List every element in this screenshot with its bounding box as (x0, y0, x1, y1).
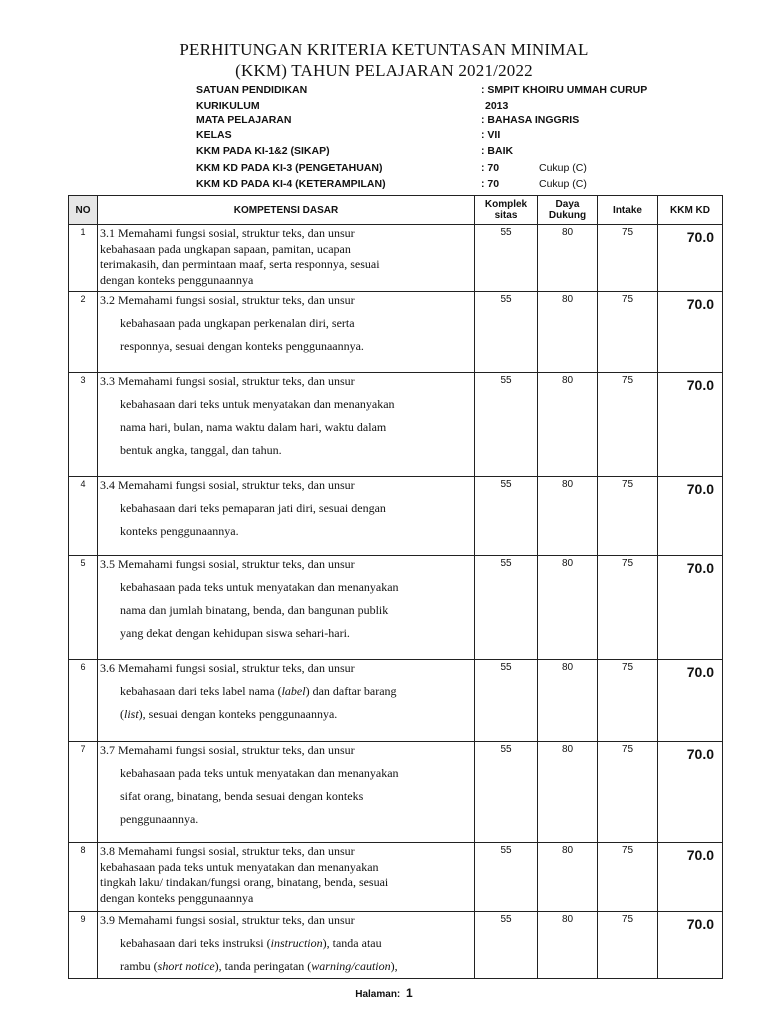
meta-sikap-label: KKM PADA KI-1&2 (SIKAP) (196, 144, 330, 157)
kompetensi-dasar-text (98, 225, 475, 292)
row-number: 8 (69, 843, 98, 912)
header-kompleksitas-line2: sitas (494, 210, 518, 221)
kd-text: ), (390, 959, 398, 973)
table-header-row (69, 196, 723, 225)
kd-line: bentuk angka, tanggal, dan tahun. (120, 443, 282, 457)
kd-italic-term: list (124, 707, 139, 721)
meta-kurikulum-value: 2013 (485, 99, 509, 112)
kd-line: konteks penggunaannya. (120, 524, 239, 538)
table-row (69, 556, 723, 660)
kd-text: kebahasaan dari teks label nama ( (120, 684, 282, 698)
meta-ki4-label: KKM KD PADA KI-4 (KETERAMPILAN) (196, 177, 386, 190)
kompleksitas-value: 55 (475, 660, 538, 742)
kkm-table (68, 195, 723, 979)
kd-line: 3.1 Memahami fungsi sosial, struktur teks, dan unsur (100, 226, 355, 240)
kkm-kd-value: 70.0 (658, 556, 723, 660)
meta-satuan-label: SATUAN PENDIDIKAN (196, 84, 308, 96)
kompleksitas-value: 55 (475, 843, 538, 912)
meta-kelas-value: : VII (481, 129, 501, 141)
kd-line: penggunaannya. (120, 812, 199, 826)
kd-line: 3.5 Memahami fungsi sosial, struktur teks, dan unsur (100, 557, 355, 571)
document-title-line2: (KKM) TAHUN PELAJARAN 2021/2022 (235, 61, 533, 80)
kd-line: 3.9 Memahami fungsi sosial, struktur teks, dan unsur (100, 913, 355, 927)
kd-line: kebahasaan dari teks pemaparan jati diri, sesuai dengan (120, 501, 386, 515)
table-row (69, 225, 723, 292)
kd-italic-term: instruction (270, 936, 323, 950)
meta-sikap-value: : BAIK (481, 144, 514, 157)
daya-dukung-value: 80 (538, 742, 598, 843)
table-row (69, 292, 723, 373)
row-number: 4 (69, 477, 98, 556)
header-kkm-kd: KKM KD (658, 196, 723, 225)
kompleksitas-value: 55 (475, 742, 538, 843)
kompleksitas-value: 55 (475, 225, 538, 292)
table-row (69, 477, 723, 556)
kd-line: kebahasaan pada teks untuk menyatakan dan menanyakan (120, 580, 399, 594)
kd-italic-term: short notice (157, 959, 215, 973)
row-number: 3 (69, 373, 98, 477)
page-footer (0, 986, 768, 1000)
intake-value: 75 (598, 225, 658, 292)
intake-value: 75 (598, 556, 658, 660)
kkm-kd-value: 70.0 (658, 912, 723, 979)
intake-value: 75 (598, 742, 658, 843)
kompetensi-dasar-text (98, 373, 475, 477)
kd-line: 3.8 Memahami fungsi sosial, struktur teks, dan unsur (100, 844, 355, 858)
kd-line: kebahasaan pada ungkapan perkenalan diri, serta (120, 316, 355, 330)
kkm-kd-value: 70.0 (658, 292, 723, 373)
kd-line (100, 932, 474, 955)
kompleksitas-value: 55 (475, 477, 538, 556)
kkm-kd-value: 70.0 (658, 843, 723, 912)
meta-satuan-value: : SMPIT KHOIRU UMMAH CURUP (481, 84, 648, 96)
kompetensi-dasar-text (98, 912, 475, 979)
intake-value: 75 (598, 843, 658, 912)
kkm-kd-value: 70.0 (658, 660, 723, 742)
kd-text: kebahasaan dari teks instruksi ( (120, 936, 271, 950)
header-no: NO (69, 196, 98, 225)
header-kompetensi-dasar: KOMPETENSI DASAR (98, 196, 475, 225)
daya-dukung-value: 80 (538, 477, 598, 556)
kd-line: 3.4 Memahami fungsi sosial, struktur teks, dan unsur (100, 478, 355, 492)
kd-text: ), tanda atau (322, 936, 382, 950)
meta-ki4-value: : 70 (481, 177, 500, 190)
kd-line: nama hari, bulan, nama waktu dalam hari, waktu dalam (120, 420, 387, 434)
meta-ki3-label: KKM KD PADA KI-3 (PENGETAHUAN) (196, 162, 383, 174)
daya-dukung-value: 80 (538, 660, 598, 742)
table-row (69, 843, 723, 912)
intake-value: 75 (598, 477, 658, 556)
kd-line: sifat orang, binatang, benda sesuai dengan konteks (120, 789, 364, 803)
table-row (69, 373, 723, 477)
table-row (69, 742, 723, 843)
kd-line: 3.7 Memahami fungsi sosial, struktur teks, dan unsur (100, 743, 355, 757)
kd-line: kebahasaan pada ungkapan sapaan, pamitan, ucapan (100, 241, 351, 256)
intake-value: 75 (598, 660, 658, 742)
footer-label: Halaman: (355, 989, 401, 1000)
header-daya-dukung-line2: Dukung (548, 210, 587, 221)
kd-italic-term: warning/caution (311, 959, 391, 973)
intake-value: 75 (598, 373, 658, 477)
daya-dukung-value: 80 (538, 843, 598, 912)
kkm-kd-value: 70.0 (658, 477, 723, 556)
daya-dukung-value: 80 (538, 556, 598, 660)
kompetensi-dasar-text (98, 292, 475, 373)
kompetensi-dasar-text (98, 660, 475, 742)
kd-text: rambu ( (120, 959, 158, 973)
daya-dukung-value: 80 (538, 292, 598, 373)
meta-kelas-label: KELAS (196, 129, 232, 141)
row-number: 1 (69, 225, 98, 292)
kompleksitas-value: 55 (475, 292, 538, 373)
row-number: 7 (69, 742, 98, 843)
intake-value: 75 (598, 912, 658, 979)
document-title-line1: PERHITUNGAN KRITERIA KETUNTASAN MINIMAL (179, 40, 589, 59)
row-number: 9 (69, 912, 98, 979)
header-daya-dukung-line1: Daya (555, 199, 580, 210)
page-number: 1 (406, 986, 413, 1000)
kd-italic-term: label (281, 684, 306, 698)
daya-dukung-value: 80 (538, 373, 598, 477)
kd-line: kebahasaan pada teks untuk menyatakan dan menanyakan (100, 859, 379, 874)
header-intake: Intake (598, 196, 658, 225)
meta-ki4-predikat: Cukup (C) (539, 177, 587, 190)
meta-mapel-label: MATA PELAJARAN (196, 113, 292, 126)
kd-line: responnya, sesuai dengan konteks penggunaannya. (120, 339, 364, 353)
kd-line (100, 680, 474, 703)
meta-kurikulum-label: KURIKULUM (196, 99, 260, 112)
kd-line (100, 955, 474, 978)
kd-line: dengan konteks penggunaannya (100, 272, 254, 287)
table-row (69, 912, 723, 979)
kd-line: 3.2 Memahami fungsi sosial, struktur teks, dan unsur (100, 293, 355, 307)
kompetensi-dasar-text (98, 477, 475, 556)
kd-line: kebahasaan dari teks untuk menyatakan dan menanyakan (120, 397, 395, 411)
kompetensi-dasar-text (98, 556, 475, 660)
header-daya-dukung (538, 196, 598, 225)
kd-text: ( (120, 707, 124, 721)
kd-line: 3.6 Memahami fungsi sosial, struktur teks, dan unsur (100, 661, 355, 675)
row-number: 6 (69, 660, 98, 742)
kd-line: tingkah laku/ tindakan/fungsi orang, binatang, benda, sesuai (100, 875, 389, 889)
kd-text: ) dan daftar barang (305, 684, 397, 698)
kkm-kd-value: 70.0 (658, 373, 723, 477)
row-number: 2 (69, 292, 98, 373)
kd-line: nama dan jumlah binatang, benda, dan bangunan publik (120, 603, 389, 617)
kompleksitas-value: 55 (475, 912, 538, 979)
kd-line: terimakasih, dan permintaan maaf, serta responnya, sesuai (100, 257, 380, 271)
header-kompleksitas (475, 196, 538, 225)
kkm-kd-value: 70.0 (658, 225, 723, 292)
kd-line: dengan konteks penggunaannya (100, 890, 254, 905)
header-kompleksitas-line1: Komplek (484, 199, 528, 210)
kd-line (100, 703, 474, 726)
row-number: 5 (69, 556, 98, 660)
kd-text: ), sesuai dengan konteks penggunaannya. (138, 707, 338, 721)
intake-value: 75 (598, 292, 658, 373)
daya-dukung-value: 80 (538, 225, 598, 292)
kd-line: 3.3 Memahami fungsi sosial, struktur teks, dan unsur (100, 374, 355, 388)
kompetensi-dasar-text (98, 843, 475, 912)
kd-line: kebahasaan pada teks untuk menyatakan dan menanyakan (120, 766, 399, 780)
table-row (69, 660, 723, 742)
kompetensi-dasar-text (98, 742, 475, 843)
meta-ki3-predikat: Cukup (C) (539, 162, 587, 174)
kkm-kd-value: 70.0 (658, 742, 723, 843)
daya-dukung-value: 80 (538, 912, 598, 979)
meta-mapel-value: : BAHASA INGGRIS (481, 113, 580, 126)
kompleksitas-value: 55 (475, 556, 538, 660)
kd-line: yang dekat dengan kehidupan siswa sehari-hari. (120, 626, 350, 640)
meta-ki3-value: : 70 (481, 162, 500, 174)
kompleksitas-value: 55 (475, 373, 538, 477)
kd-text: ), tanda peringatan ( (214, 959, 312, 973)
